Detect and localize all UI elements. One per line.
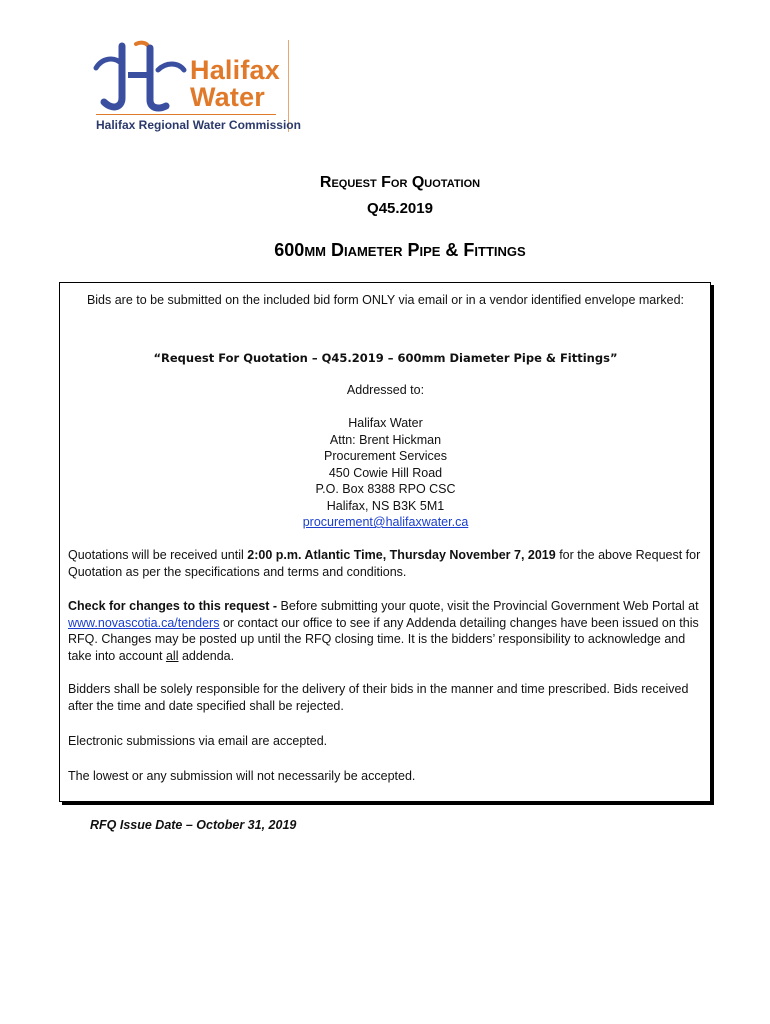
address-line: Attn: Brent Hickman — [329, 432, 442, 447]
logo-word-halifax: Halifax — [190, 55, 280, 85]
rfq-issue-date: RFQ Issue Date – October 31, 2019 — [90, 818, 297, 832]
procurement-email-link[interactable]: procurement@halifaxwater.ca — [302, 515, 469, 529]
halifax-water-emblem-icon — [92, 40, 188, 112]
check-changes-label: Check for changes to this request - — [68, 599, 281, 613]
address-line: 450 Cowie Hill Road — [328, 465, 443, 480]
halifax-water-logo — [92, 40, 301, 136]
check-changes-pre-text: Before submitting your quote, visit the Provincial Government Web Portal at — [280, 599, 699, 613]
envelope-marking: “Request For Quotation – Q45.2019 – 600mm Diameter Pipe & Fittings” — [153, 351, 618, 365]
address-line: Halifax Water — [348, 416, 423, 430]
responsibility-paragraph: Bidders shall be solely responsible for the delivery of their bids in the manner and time prescribed. Bids received after the time and date specified shall be rejected. — [68, 682, 689, 713]
logo-word-water: Water — [190, 82, 266, 112]
rfq-number: Q45.2019 — [367, 200, 433, 217]
check-changes-paragraph — [68, 598, 703, 664]
check-changes-post-text: or contact our office to see if any Addenda detailing changes have been issued on this RFQ. Changes may be posted up until the RFQ closing time. It is the bidders’ responsibility to acknowledge and take into account — [68, 615, 699, 663]
deadline-pre-text: Quotations will be received until — [68, 548, 248, 562]
logo-subtitle: Halifax Regional Water Commission — [96, 118, 301, 132]
address-line: P.O. Box 8388 RPO CSC — [315, 482, 456, 496]
document-title: Request For Quotation — [319, 174, 481, 191]
intro-text: Bids are to be submitted on the included bid form ONLY via email or in a vendor identified envelope marked: — [86, 293, 685, 307]
deadline-post-text: for the above Request for Quotation as per the specifications and terms and conditions. — [68, 548, 701, 579]
all-emphasis: all — [165, 648, 179, 663]
electronic-submissions-paragraph: Electronic submissions via email are accepted. — [68, 734, 328, 748]
rfq-subject: 600mm Diameter Pipe & Fittings — [274, 240, 526, 260]
submission-instructions-box — [59, 282, 711, 802]
mailing-address — [68, 415, 703, 531]
lowest-submission-paragraph: The lowest or any submission will not necessarily be accepted. — [68, 769, 416, 783]
logo-divider — [96, 114, 276, 115]
address-line: Procurement Services — [324, 449, 447, 463]
deadline-text: 2:00 p.m. Atlantic Time, Thursday November 7, 2019 — [247, 548, 556, 562]
address-line: Halifax, NS B3K 5M1 — [326, 498, 445, 513]
quotation-deadline-paragraph — [68, 547, 703, 580]
novascotia-tenders-link[interactable]: www.novascotia.ca/tenders — [68, 615, 220, 630]
check-changes-end-text: addenda. — [178, 648, 235, 663]
addressed-to-label: Addressed to: — [346, 383, 425, 397]
